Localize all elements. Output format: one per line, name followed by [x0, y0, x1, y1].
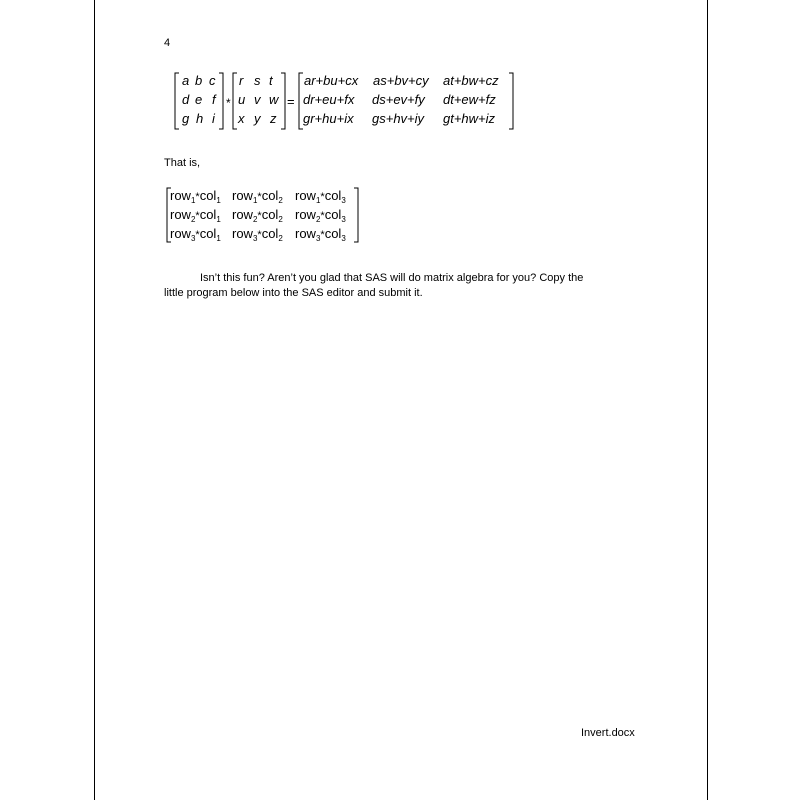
- rowcol-cell: row$_3$*col$_2$: [232, 226, 283, 243]
- m2-cell: u: [238, 92, 246, 107]
- multiply-operator: *: [226, 96, 231, 110]
- rowcol-cell: row$_2$*col$_1$: [170, 207, 221, 224]
- m1-cell: i: [212, 111, 215, 126]
- page-number: 4: [164, 37, 171, 49]
- m1-cell: f: [212, 92, 216, 107]
- product-cell: at+bw+cz: [443, 73, 499, 88]
- row-col-svg: [166, 185, 366, 245]
- rowcol-cell: row$_3$*col$_1$: [170, 226, 221, 243]
- paragraph-line-2: little program below into the SAS editor and submit it.: [164, 287, 423, 299]
- m1-cell: b: [195, 73, 203, 88]
- equation-svg: [172, 70, 522, 132]
- m1-right-bracket: [219, 73, 223, 129]
- m1-cell: g: [182, 111, 190, 126]
- m2-cell: w: [269, 92, 279, 107]
- m1-entries: [182, 73, 217, 126]
- rowcol-cell: row$_2$*col$_2$: [232, 207, 283, 224]
- product-cell: gr+hu+ix: [303, 111, 354, 126]
- equals-operator: =: [287, 94, 295, 109]
- footer-filename: Invert.docx: [581, 727, 635, 739]
- body-paragraph: [164, 271, 644, 301]
- row-col-matrix: [166, 185, 366, 245]
- m2-left-bracket: [233, 73, 237, 129]
- m1-left-bracket: [175, 73, 179, 129]
- m2-cell: v: [254, 92, 261, 107]
- product-entries: [303, 73, 499, 126]
- rowcol-right-bracket: [354, 188, 358, 242]
- m1-cell: a: [182, 73, 190, 88]
- m2-entries: [237, 73, 280, 126]
- m2-right-bracket: [281, 73, 285, 129]
- matrix-product-equation: [172, 70, 522, 132]
- product-cell: as+bv+cy: [373, 73, 429, 88]
- rowcol-cell: row$_3$*col$_3$: [295, 226, 346, 243]
- product-right-bracket: [509, 73, 513, 129]
- rowcol-entries: [170, 188, 346, 243]
- rowcol-cell: row$_1$*col$_3$: [295, 188, 346, 205]
- rowcol-cell: row$_1$*col$_2$: [232, 188, 283, 205]
- m1-cell: d: [182, 92, 190, 107]
- m1-cell: c: [209, 73, 216, 88]
- m1-cell: e: [195, 92, 203, 107]
- m2-cell: t: [269, 73, 273, 88]
- m2-cell: s: [254, 73, 261, 88]
- product-cell: ds+ev+fy: [372, 92, 425, 107]
- paragraph-line-1: Isn’t this fun? Aren’t you glad that SAS will do matrix algebra for you? Copy the: [200, 272, 584, 284]
- m2-cell: y: [254, 111, 261, 126]
- that-is-text: That is,: [164, 157, 201, 169]
- rowcol-cell: row$_1$*col$_1$: [170, 188, 221, 205]
- product-cell: gs+hv+iy: [372, 111, 425, 126]
- product-cell: ar+bu+cx: [304, 73, 359, 88]
- product-cell: gt+hw+iz: [443, 111, 496, 126]
- product-cell: dr+eu+fx: [303, 92, 355, 107]
- m2-cell: z: [270, 111, 277, 126]
- rowcol-cell: row$_2$*col$_3$: [295, 207, 346, 224]
- product-cell: dt+ew+fz: [443, 92, 496, 107]
- m2-cell: r: [239, 73, 244, 88]
- m1-cell: h: [196, 111, 204, 126]
- m2-cell: x: [238, 111, 245, 126]
